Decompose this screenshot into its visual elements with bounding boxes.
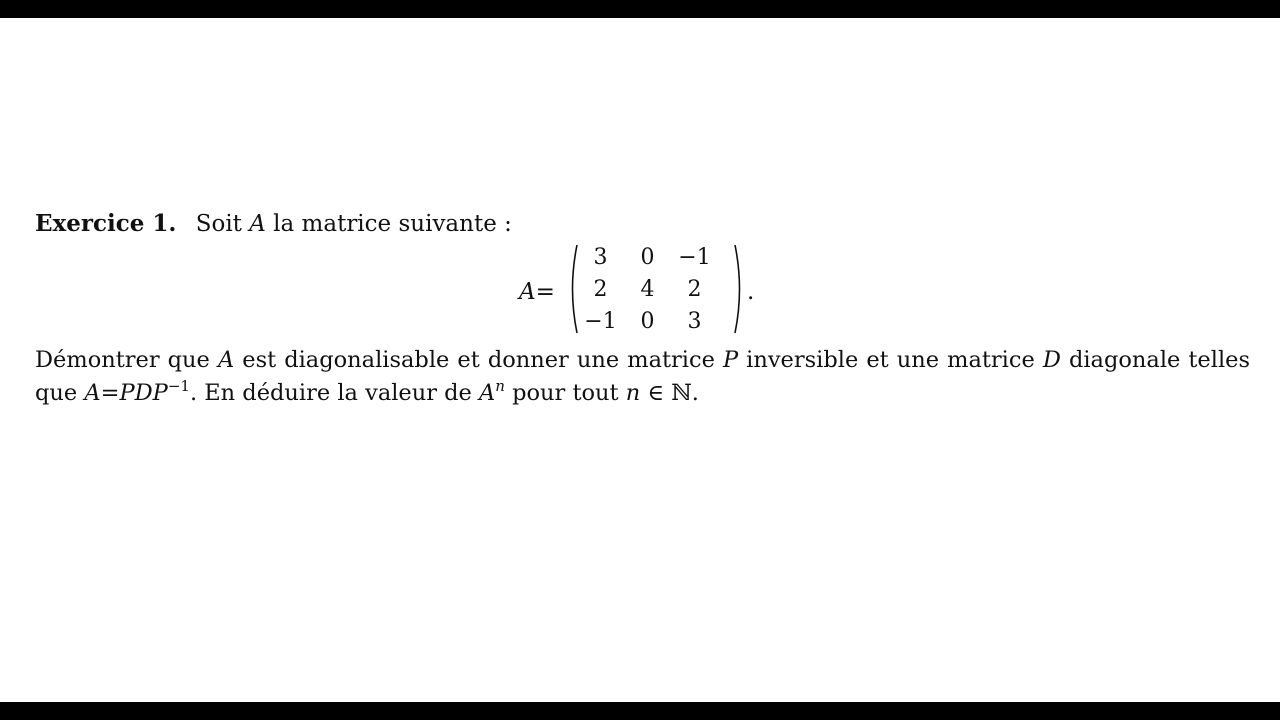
exercise-block [35,208,1250,410]
lhs-var: A [519,279,536,305]
intro-text: Soit [195,211,242,237]
exponent: n [495,377,505,395]
intro-text-end: la matrice suivante : [273,211,512,237]
right-paren-icon [731,242,747,336]
matrix-cell: 4 [640,277,655,302]
power-a-n [479,377,505,406]
matrix-row [577,274,718,306]
equals-sign: = [100,380,120,406]
matrix-cell: 2 [593,277,608,302]
matrix-cell: 0 [640,309,655,334]
question-text: Démontrer que [35,347,210,373]
exercise-question [35,344,1250,410]
element-of-symbol: ∈ [647,380,665,406]
question-text: pour tout [512,380,619,406]
matrix-cell: 2 [687,277,702,302]
matrix-cell: −1 [584,309,617,334]
matrix-cell: 3 [593,245,608,270]
math-var-a: A [249,211,266,237]
question-text: . [691,380,699,406]
exercise-heading [35,208,1250,242]
math-var: PDP [119,380,168,406]
equation-pdp [84,377,190,406]
matrix-cell: −1 [678,245,711,270]
math-var: D [1042,347,1061,373]
matrix-display [35,242,1250,344]
matrix-cell: 3 [687,309,702,334]
equals-sign: = [535,279,555,305]
display-period: . [747,279,755,305]
matrix-row [577,242,718,274]
question-text: est diagonalisable et donner une matrice [242,347,715,373]
question-text: . En déduire la valeur de [189,380,472,406]
matrix-lhs [519,276,555,308]
exponent: −1 [167,377,190,395]
set-membership [626,380,692,406]
math-var: A [84,380,101,406]
math-var: n [625,380,641,406]
matrix-a [577,242,718,338]
matrix-row [577,306,718,338]
top-letterbox-bar [0,0,1280,18]
bottom-letterbox-bar [0,702,1280,720]
math-var: P [722,347,739,373]
naturals-symbol: ℕ [671,380,692,406]
question-text: inversible et une matrice [746,347,1035,373]
matrix-cell: 0 [640,245,655,270]
question-text: diagonale telles que [35,347,1251,406]
exercise-title: Exercice 1. [35,210,177,237]
math-var: A [217,347,235,373]
math-var: A [479,380,496,406]
